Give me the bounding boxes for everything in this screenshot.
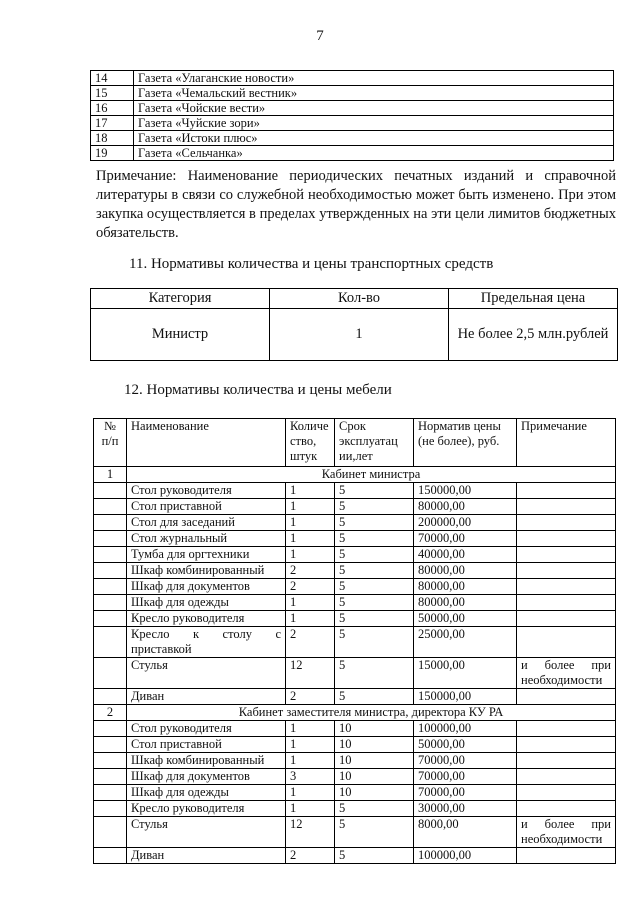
item-note <box>517 721 616 737</box>
empty-num-cell <box>94 721 127 737</box>
item-qty: 1 <box>286 737 335 753</box>
item-term: 5 <box>335 483 414 499</box>
item-term: 10 <box>335 769 414 785</box>
item-name: Шкаф для одежды <box>127 785 286 801</box>
item-qty: 12 <box>286 658 335 689</box>
empty-num-cell <box>94 611 127 627</box>
empty-num-cell <box>94 627 127 658</box>
row-number: 18 <box>91 131 134 146</box>
header-name: Наименование <box>127 419 286 467</box>
table-row <box>94 563 616 579</box>
item-name: Стулья <box>127 658 286 689</box>
item-price: 70000,00 <box>414 753 517 769</box>
row-number: 16 <box>91 101 134 116</box>
table-row <box>94 721 616 737</box>
item-qty: 1 <box>286 483 335 499</box>
table-row <box>94 753 616 769</box>
item-note <box>517 769 616 785</box>
empty-num-cell <box>94 547 127 563</box>
item-qty: 3 <box>286 769 335 785</box>
item-qty: 1 <box>286 785 335 801</box>
newspaper-name: Газета «Улаганские новости» <box>134 71 614 86</box>
newspaper-name: Газета «Чойские вести» <box>134 101 614 116</box>
item-term: 5 <box>335 579 414 595</box>
item-qty: 2 <box>286 627 335 658</box>
item-note <box>517 611 616 627</box>
table-row <box>91 71 614 86</box>
empty-num-cell <box>94 801 127 817</box>
item-price: 70000,00 <box>414 531 517 547</box>
item-term: 5 <box>335 627 414 658</box>
item-term: 5 <box>335 563 414 579</box>
item-qty: 12 <box>286 817 335 848</box>
item-price: 15000,00 <box>414 658 517 689</box>
item-price: 200000,00 <box>414 515 517 531</box>
empty-num-cell <box>94 531 127 547</box>
table-row <box>94 595 616 611</box>
table-row <box>94 785 616 801</box>
item-price: 40000,00 <box>414 547 517 563</box>
item-term: 5 <box>335 595 414 611</box>
item-term: 10 <box>335 785 414 801</box>
group-title: Кабинет министра <box>127 467 616 483</box>
item-term: 5 <box>335 547 414 563</box>
table-row <box>94 579 616 595</box>
empty-num-cell <box>94 483 127 499</box>
item-note <box>517 579 616 595</box>
item-qty: 1 <box>286 547 335 563</box>
furniture-table <box>93 418 616 864</box>
item-note <box>517 737 616 753</box>
header-price: Норматив цены (не более), руб. <box>414 419 517 467</box>
header-price-limit: Предельная цена <box>449 289 618 309</box>
item-qty: 1 <box>286 531 335 547</box>
item-term: 5 <box>335 689 414 705</box>
table-row <box>94 515 616 531</box>
item-qty: 1 <box>286 721 335 737</box>
item-note <box>517 531 616 547</box>
header-note: Примечание <box>517 419 616 467</box>
empty-num-cell <box>94 769 127 785</box>
table-row <box>94 499 616 515</box>
item-price: 50000,00 <box>414 737 517 753</box>
item-name: Кресло руководителя <box>127 611 286 627</box>
item-name: Шкаф для документов <box>127 579 286 595</box>
newspaper-name: Газета «Истоки плюс» <box>134 131 614 146</box>
item-price: 80000,00 <box>414 579 517 595</box>
table-row <box>94 689 616 705</box>
section-12-title: 12. Нормативы количества и цены мебели <box>124 382 392 398</box>
item-term: 5 <box>335 848 414 864</box>
item-price: 8000,00 <box>414 817 517 848</box>
newspaper-name: Газета «Чемальский вестник» <box>134 86 614 101</box>
table-row <box>91 101 614 116</box>
empty-num-cell <box>94 737 127 753</box>
item-qty: 1 <box>286 801 335 817</box>
empty-num-cell <box>94 658 127 689</box>
table-row <box>94 483 616 499</box>
table-row <box>94 848 616 864</box>
item-qty: 2 <box>286 848 335 864</box>
page-number: 7 <box>316 28 324 44</box>
newspapers-table <box>90 70 614 161</box>
item-note <box>517 563 616 579</box>
item-qty: 1 <box>286 499 335 515</box>
item-term: 5 <box>335 817 414 848</box>
empty-num-cell <box>94 595 127 611</box>
table-row <box>94 611 616 627</box>
item-note <box>517 499 616 515</box>
item-note <box>517 483 616 499</box>
item-name: Стол для заседаний <box>127 515 286 531</box>
group-row <box>94 467 616 483</box>
item-name: Тумба для оргтехники <box>127 547 286 563</box>
item-term: 5 <box>335 611 414 627</box>
table-row <box>94 801 616 817</box>
item-note <box>517 848 616 864</box>
table-row <box>94 531 616 547</box>
item-price: 100000,00 <box>414 721 517 737</box>
header-category: Категория <box>91 289 270 309</box>
header-num: № п/п <box>94 419 127 467</box>
item-price: 30000,00 <box>414 801 517 817</box>
table-row <box>94 547 616 563</box>
empty-num-cell <box>94 753 127 769</box>
item-term: 5 <box>335 515 414 531</box>
item-price: 100000,00 <box>414 848 517 864</box>
item-price: 80000,00 <box>414 499 517 515</box>
item-qty: 2 <box>286 689 335 705</box>
table-row <box>94 817 616 848</box>
item-term: 10 <box>335 737 414 753</box>
item-term: 5 <box>335 499 414 515</box>
group-number: 1 <box>94 467 127 483</box>
cell-quantity: 1 <box>270 309 449 361</box>
table-row <box>91 131 614 146</box>
note-paragraph: Примечание: Наименование периодических печатных изданий и справочной литературы в связи со служебной необходимостью может быть изменено. При этом закупка осуществляется в пределах утвержденных на эти цели лимитов бюджетных обязательств. <box>96 168 616 241</box>
table-row <box>91 146 614 161</box>
empty-num-cell <box>94 848 127 864</box>
table-row <box>91 116 614 131</box>
item-term: 10 <box>335 721 414 737</box>
item-qty: 1 <box>286 753 335 769</box>
header-qty: Количе ство, штук <box>286 419 335 467</box>
item-name: Шкаф для одежды <box>127 595 286 611</box>
item-note: и более при необходимости <box>517 817 616 848</box>
item-note <box>517 595 616 611</box>
item-note <box>517 785 616 801</box>
item-name: Стол приставной <box>127 737 286 753</box>
newspaper-name: Газета «Чуйские зори» <box>134 116 614 131</box>
empty-num-cell <box>94 499 127 515</box>
item-name: Шкаф комбинированный <box>127 753 286 769</box>
item-price: 25000,00 <box>414 627 517 658</box>
item-name: Стол приставной <box>127 499 286 515</box>
item-name: Диван <box>127 689 286 705</box>
item-qty: 1 <box>286 515 335 531</box>
item-price: 80000,00 <box>414 563 517 579</box>
item-note <box>517 547 616 563</box>
table-row <box>94 627 616 658</box>
header-term: Срок эксплуатац ии,лет <box>335 419 414 467</box>
empty-num-cell <box>94 817 127 848</box>
group-row <box>94 705 616 721</box>
item-price: 70000,00 <box>414 769 517 785</box>
group-number: 2 <box>94 705 127 721</box>
group-title: Кабинет заместителя министра, директора КУ РА <box>127 705 616 721</box>
item-name: Стол руководителя <box>127 483 286 499</box>
section-11-title: 11. Нормативы количества и цены транспортных средств <box>129 256 494 272</box>
cell-category: Министр <box>91 309 270 361</box>
item-qty: 1 <box>286 611 335 627</box>
item-price: 80000,00 <box>414 595 517 611</box>
row-number: 14 <box>91 71 134 86</box>
item-note <box>517 627 616 658</box>
table-row <box>94 658 616 689</box>
cell-price-limit: Не более 2,5 млн.рублей <box>449 309 618 361</box>
table-row <box>91 86 614 101</box>
empty-num-cell <box>94 563 127 579</box>
item-name: Шкаф для документов <box>127 769 286 785</box>
item-name: Кресло к столу с приставкой <box>127 627 286 658</box>
row-number: 17 <box>91 116 134 131</box>
item-name: Диван <box>127 848 286 864</box>
empty-num-cell <box>94 579 127 595</box>
header-quantity: Кол-во <box>270 289 449 309</box>
item-qty: 2 <box>286 563 335 579</box>
table-row <box>94 737 616 753</box>
item-note: и более при необходимости <box>517 658 616 689</box>
row-number: 19 <box>91 146 134 161</box>
item-term: 10 <box>335 753 414 769</box>
empty-num-cell <box>94 689 127 705</box>
item-term: 5 <box>335 531 414 547</box>
table-row <box>94 769 616 785</box>
item-name: Шкаф комбинированный <box>127 563 286 579</box>
item-price: 70000,00 <box>414 785 517 801</box>
item-name: Стулья <box>127 817 286 848</box>
newspaper-name: Газета «Сельчанка» <box>134 146 614 161</box>
item-note <box>517 801 616 817</box>
item-name: Стол журнальный <box>127 531 286 547</box>
item-price: 50000,00 <box>414 611 517 627</box>
item-price: 150000,00 <box>414 689 517 705</box>
item-name: Кресло руководителя <box>127 801 286 817</box>
item-qty: 2 <box>286 579 335 595</box>
item-price: 150000,00 <box>414 483 517 499</box>
item-note <box>517 689 616 705</box>
item-term: 5 <box>335 658 414 689</box>
empty-num-cell <box>94 785 127 801</box>
item-note <box>517 515 616 531</box>
empty-num-cell <box>94 515 127 531</box>
transport-table <box>90 288 618 361</box>
row-number: 15 <box>91 86 134 101</box>
item-term: 5 <box>335 801 414 817</box>
item-note <box>517 753 616 769</box>
item-qty: 1 <box>286 595 335 611</box>
item-name: Стол руководителя <box>127 721 286 737</box>
